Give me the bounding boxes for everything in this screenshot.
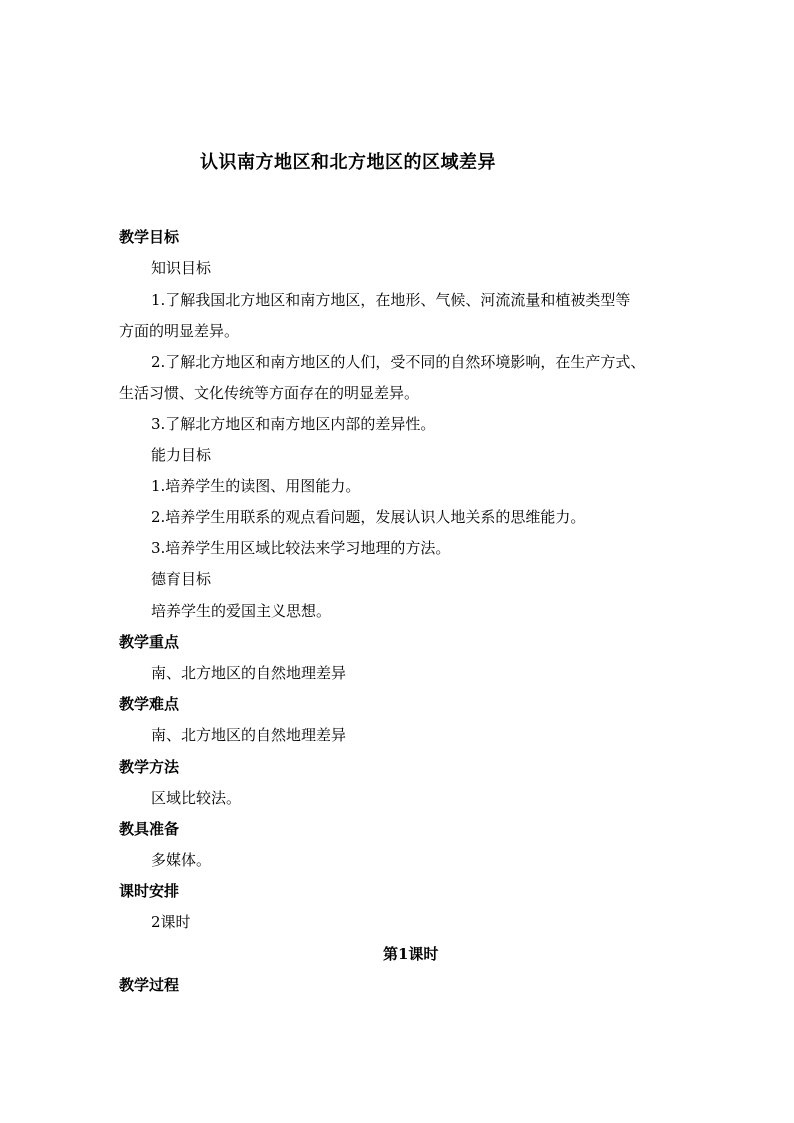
knowledge-item-2-line-1: 2.了解北方地区和南方地区的人们，受不同的自然环境影响，在生产方式、 xyxy=(151,353,646,371)
moral-heading: 德育目标 xyxy=(151,570,212,588)
knowledge-heading: 知识目标 xyxy=(151,259,212,277)
methods-heading: 教学方法 xyxy=(119,758,180,776)
process-heading: 教学过程 xyxy=(119,976,180,994)
ability-item-3: 3.培养学生用区域比较法来学习地理的方法。 xyxy=(151,539,451,557)
knowledge-item-1-line-2: 方面的明显差异。 xyxy=(119,322,240,340)
knowledge-item-3: 3.了解北方地区和南方地区内部的差异性。 xyxy=(151,415,436,433)
key-points-heading: 教学重点 xyxy=(119,633,180,651)
moral-item-1: 培养学生的爱国主义思想。 xyxy=(151,602,332,620)
knowledge-item-2-line-2: 生活习惯、文化传统等方面存在的明显差异。 xyxy=(119,384,420,402)
objectives-heading: 教学目标 xyxy=(119,228,180,246)
tools-heading: 教具准备 xyxy=(119,820,180,838)
difficult-points-text: 南、北方地区的自然地理差异 xyxy=(151,726,347,744)
document-title: 认识南方地区和北方地区的区域差异 xyxy=(200,152,496,173)
schedule-text: 2课时 xyxy=(151,913,191,931)
ability-item-1: 1.培养学生的读图、用图能力。 xyxy=(151,477,361,495)
knowledge-item-1-line-1: 1.了解我国北方地区和南方地区，在地形、气候、河流流量和植被类型等 xyxy=(151,291,631,309)
ability-item-2: 2.培养学生用联系的观点看问题，发展认识人地关系的思维能力。 xyxy=(151,508,586,526)
difficult-points-heading: 教学难点 xyxy=(119,695,180,713)
tools-text: 多媒体。 xyxy=(151,851,212,869)
schedule-heading: 课时安排 xyxy=(119,882,180,900)
methods-text: 区域比较法。 xyxy=(151,789,242,807)
key-points-text: 南、北方地区的自然地理差异 xyxy=(151,664,347,682)
ability-heading: 能力目标 xyxy=(151,446,212,464)
lesson-heading: 第1课时 xyxy=(383,945,439,963)
